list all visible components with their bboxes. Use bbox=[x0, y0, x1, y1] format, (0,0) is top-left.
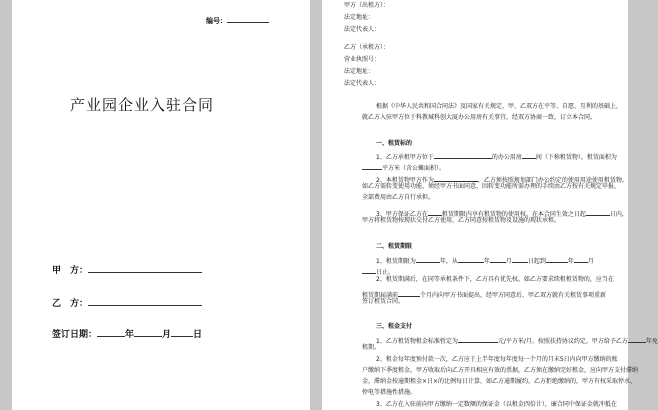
s3-p2-line: 金，滞纳金按逾期租金×日×的比例每日计算，如乙方逾期履约，乙方拒绝缴纳的，甲方有权采取停水、 bbox=[362, 378, 637, 385]
s2-p2-text: 个月内向甲方书面提出，经甲方同意后，甲乙双方就有关租赁事项重新 bbox=[420, 292, 607, 299]
sign-date-field bbox=[52, 327, 202, 340]
rent-price-blank[interactable] bbox=[458, 333, 498, 343]
document-page-right bbox=[322, 0, 658, 410]
free-years-blank[interactable] bbox=[628, 333, 646, 343]
party-b-header-line: 乙方（承租方）： bbox=[344, 44, 390, 51]
s1-p2-text: ，乙方须按照规划部门办公约定的使用用途使用租赁物。 bbox=[477, 177, 628, 184]
contract-number-blank[interactable] bbox=[227, 13, 269, 23]
s3-p1-text: 元/平方米/月。按照扶持协议约定，甲方给予乙方 bbox=[497, 338, 628, 345]
party-b-address-line: 法定地址： bbox=[344, 68, 375, 75]
party-b-rep-line: 法定代表人： bbox=[344, 80, 381, 87]
sign-month-blank[interactable] bbox=[134, 327, 162, 337]
party-b-label: 乙 方： bbox=[52, 299, 89, 309]
sign-day-unit: 日 bbox=[193, 330, 203, 340]
s1-p3-text: 租赁期限内享有租赁物的使用权。在本合同生效之日起 bbox=[441, 211, 586, 218]
s1-p1-text: 间（下称租赁物），租赁面积为 bbox=[535, 154, 617, 161]
room-count-blank[interactable] bbox=[522, 149, 536, 159]
s2-p2-line: 2、租赁期满后，在同等承租条件下，乙方具有优先权。如乙方要求续租租赁物的，应当在 bbox=[376, 276, 614, 283]
s1-p1-text: 1、乙方承租甲方位于 bbox=[376, 154, 434, 161]
document-page-left bbox=[12, 0, 310, 410]
party-a-blank[interactable] bbox=[88, 263, 202, 273]
sign-year-blank[interactable] bbox=[97, 327, 125, 337]
s2-p1-text: 月 bbox=[587, 258, 594, 265]
s1-p1-text: 平方米（含公摊面积）。 bbox=[382, 165, 446, 172]
s2-p1-text: 日起到 bbox=[527, 258, 546, 265]
lease-years-blank[interactable] bbox=[416, 253, 440, 263]
s3-p3-line: 3、乙方在入驻前向甲方缴纳一定数额的保证金（以租金四倍计），廉合同中保证金就冲抵在 bbox=[376, 401, 617, 408]
party-a-label: 甲 方： bbox=[52, 266, 89, 276]
intro-paragraph-line: 根据《中华人民共和国合同法》及国家有关规定，甲、乙双方在平等、自愿、互利的基础上， bbox=[376, 103, 623, 110]
s3-p1-line: 租期。 bbox=[362, 344, 381, 351]
party-a-field bbox=[52, 263, 202, 276]
s2-p1-text: 日止。 bbox=[376, 269, 395, 276]
s3-p1-text: 年免 bbox=[645, 338, 658, 345]
term-blank[interactable] bbox=[428, 206, 442, 216]
delivery-days-blank[interactable] bbox=[586, 206, 610, 216]
s3-p1-line bbox=[376, 333, 658, 346]
party-a-header-line: 甲方（出租方）： bbox=[344, 2, 390, 9]
start-year-blank[interactable] bbox=[458, 253, 484, 263]
area-blank[interactable] bbox=[362, 160, 382, 170]
sign-year-unit: 年 bbox=[125, 330, 135, 340]
s1-p2-line: 全部费用由乙方自行承担。 bbox=[362, 194, 435, 201]
s2-p1-text: 年 bbox=[483, 258, 490, 265]
party-b-field bbox=[52, 296, 202, 309]
sign-month-unit: 月 bbox=[162, 330, 172, 340]
contract-number-label: 编号： bbox=[206, 17, 227, 25]
s2-p1-text: 年 bbox=[567, 258, 574, 265]
contract-number-field bbox=[206, 13, 269, 26]
s2-p1-text: 月 bbox=[505, 258, 512, 265]
intro-paragraph-line: 就乙方入驻甲方位于科教城科创大厦办公用房有关事宜，经双方协商一致，订立本合同。 bbox=[362, 114, 597, 121]
s2-p1-line bbox=[376, 253, 594, 266]
s1-p3-text: 日内， bbox=[609, 211, 628, 218]
end-month-blank[interactable] bbox=[574, 253, 588, 263]
renewal-months-blank[interactable] bbox=[398, 287, 420, 297]
s1-p2-text: 2、本租赁物甲方作为 bbox=[376, 177, 434, 184]
party-b-license-line: 营业执照号： bbox=[344, 56, 381, 63]
section-3-heading: 三、租金支付 bbox=[376, 323, 413, 330]
s1-p2-line: 如乙方需转变使用功能，须经甲方书面同意，因转变功能所需办理的手续由乙方按有关规定申报， bbox=[362, 183, 621, 190]
s2-p2-text: 租赁期届满前 bbox=[362, 292, 399, 299]
contract-title: 产业园企业入驻合同 bbox=[70, 96, 215, 114]
s3-p2-line: 户缴纳下季度租金，甲方收取后向乙方开具相应有效的票据，乙方须在缴纳完好租金，应向甲方支付滞纳 bbox=[362, 367, 639, 374]
party-a-address-line: 法定地址： bbox=[344, 14, 375, 21]
end-year-blank[interactable] bbox=[546, 253, 568, 263]
s1-p1-text: 的办公用房 bbox=[491, 154, 522, 161]
s1-p3-text: 3、甲方保证乙方在 bbox=[376, 211, 428, 218]
sign-date-label: 签订日期： bbox=[52, 330, 98, 340]
usage-blank[interactable] bbox=[434, 172, 478, 182]
s2-p1-text: 年，从 bbox=[439, 258, 458, 265]
s3-p2-line: 2、租金每年度预付款一次，乙方应于上半年度每年度每一个月的月末5日内向甲方缴纳的账 bbox=[376, 356, 618, 363]
section-1-heading: 一、租赁标的 bbox=[376, 140, 413, 147]
s2-p2-line: 签订租赁合同。 bbox=[362, 298, 405, 305]
section-2-heading: 二、租赁期限 bbox=[376, 243, 413, 250]
s3-p1-text: 1、乙方租赁物租金标准暂定为 bbox=[376, 338, 458, 345]
start-day-blank[interactable] bbox=[512, 253, 528, 263]
s3-p2-line: 停电等措施性措施。 bbox=[362, 389, 417, 396]
start-month-blank[interactable] bbox=[490, 253, 506, 263]
party-a-rep-line: 法定代表人： bbox=[344, 26, 381, 33]
end-day-blank[interactable] bbox=[362, 264, 376, 274]
sign-day-blank[interactable] bbox=[171, 327, 193, 337]
s2-p1-text: 1、租赁期限为 bbox=[376, 258, 416, 265]
s1-p3-line: 甲方将租赁物按现状交付乙方使用，乙方同意按租赁物及设施的现状承租。 bbox=[362, 217, 561, 224]
location-blank[interactable] bbox=[434, 149, 492, 159]
party-b-blank[interactable] bbox=[88, 296, 202, 306]
